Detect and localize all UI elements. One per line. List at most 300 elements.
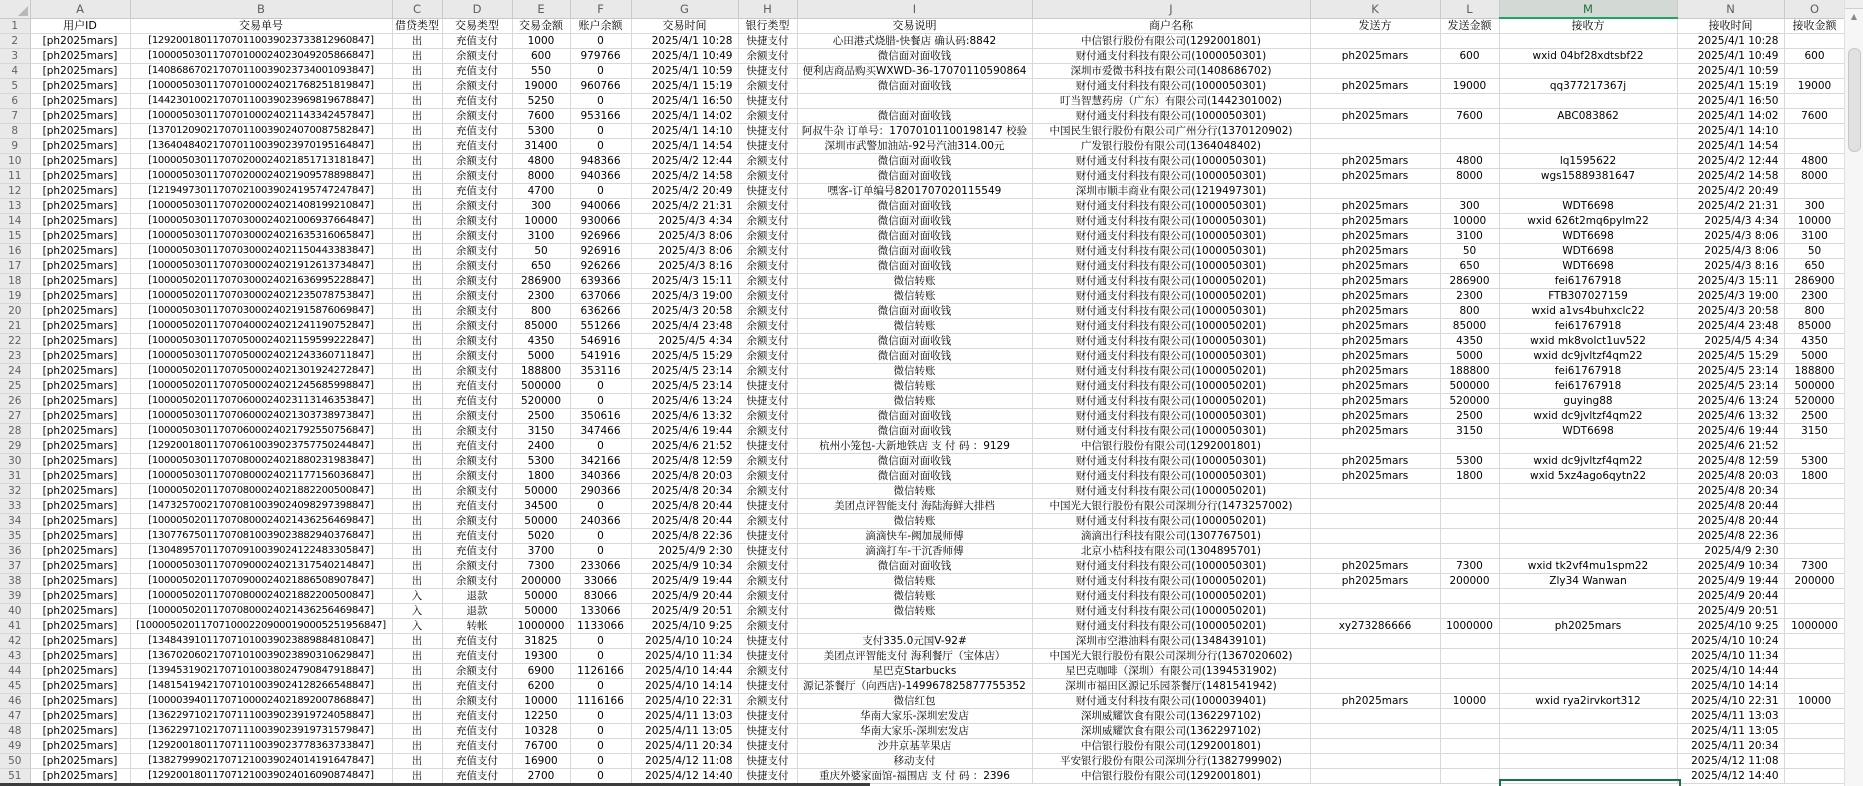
cell[interactable]: 800: [1784, 304, 1845, 319]
cell[interactable]: 余额支付: [738, 289, 797, 304]
row-header[interactable]: 13: [0, 199, 30, 214]
cell[interactable]: 滴滴打车-干沉香师傅: [797, 544, 1032, 559]
cell[interactable]: [ph2025mars]: [30, 229, 130, 244]
cell[interactable]: 快捷支付: [738, 499, 797, 514]
cell[interactable]: 微信面对面收钱: [797, 469, 1032, 484]
cell[interactable]: 19000: [1784, 79, 1845, 94]
cell[interactable]: 2025/4/10 10:24: [1677, 634, 1784, 649]
cell[interactable]: 2025/4/5 23:14: [1677, 364, 1784, 379]
cell[interactable]: 2500: [512, 409, 570, 424]
cell[interactable]: [1440, 64, 1499, 79]
column-header-B[interactable]: B: [130, 0, 392, 18]
scrollbar-split-handle[interactable]: [1845, 0, 1863, 9]
cell[interactable]: 余额支付: [442, 244, 512, 259]
column-header-F[interactable]: F: [570, 0, 631, 18]
cell[interactable]: 中信银行股份有限公司(1292001801): [1032, 739, 1310, 754]
cell[interactable]: 快捷支付: [738, 34, 797, 49]
cell[interactable]: 余额支付: [442, 214, 512, 229]
cell[interactable]: ph2025mars: [1310, 289, 1440, 304]
cell[interactable]: ph2025mars: [1310, 454, 1440, 469]
cell[interactable]: [ph2025mars]: [30, 529, 130, 544]
cell[interactable]: 85000: [1440, 319, 1499, 334]
cell[interactable]: 500000: [1784, 379, 1845, 394]
cell[interactable]: [1440, 679, 1499, 694]
cell[interactable]: 出: [392, 424, 442, 439]
cell[interactable]: wxid dc9jvltzf4qm22: [1499, 454, 1677, 469]
cell[interactable]: 2025/4/3 8:06: [1677, 244, 1784, 259]
cell[interactable]: 7300: [512, 559, 570, 574]
cell[interactable]: [ph2025mars]: [30, 139, 130, 154]
cell[interactable]: 财付通支付科技有限公司(1000050301): [1032, 79, 1310, 94]
cell[interactable]: 0: [570, 769, 631, 784]
row-header[interactable]: 26: [0, 394, 30, 409]
cell[interactable]: 充值支付: [442, 394, 512, 409]
cell[interactable]: 余额支付: [738, 619, 797, 634]
cell[interactable]: 深圳市爱微书科技有限公司(1408686702): [1032, 64, 1310, 79]
cell[interactable]: 微信面对面收钱: [797, 559, 1032, 574]
cell[interactable]: 余额支付: [442, 664, 512, 679]
cell[interactable]: 1000000: [512, 619, 570, 634]
cell[interactable]: 余额支付: [442, 484, 512, 499]
cell[interactable]: [1784, 544, 1845, 559]
cell[interactable]: ph2025mars: [1310, 229, 1440, 244]
cell[interactable]: xy273286666: [1310, 619, 1440, 634]
cell[interactable]: [ph2025mars]: [30, 79, 130, 94]
field-header-cell[interactable]: 发送方: [1310, 18, 1440, 34]
cell[interactable]: [1310, 664, 1440, 679]
cell[interactable]: 余额支付: [738, 154, 797, 169]
cell[interactable]: 2025/4/3 4:34: [1677, 214, 1784, 229]
row-header[interactable]: 43: [0, 649, 30, 664]
cell[interactable]: 4350: [1784, 334, 1845, 349]
cell[interactable]: 快捷支付: [738, 724, 797, 739]
cell[interactable]: 财付通支付科技有限公司(1000050201): [1032, 364, 1310, 379]
row-header[interactable]: 17: [0, 259, 30, 274]
cell[interactable]: [ph2025mars]: [30, 754, 130, 769]
cell[interactable]: [100003940117071000024021892007868847]: [130, 694, 392, 709]
cell[interactable]: 微信面对面收钱: [797, 259, 1032, 274]
cell[interactable]: 余额支付: [738, 199, 797, 214]
cell[interactable]: wxid 5xz4ago6qytn22: [1499, 469, 1677, 484]
cell[interactable]: 2025/4/1 15:19: [1677, 79, 1784, 94]
cell[interactable]: 出: [392, 64, 442, 79]
cell[interactable]: 5300: [512, 124, 570, 139]
cell[interactable]: 8000: [512, 169, 570, 184]
cell[interactable]: 2025/4/2 21:31: [1677, 199, 1784, 214]
cell[interactable]: 微信转账: [797, 514, 1032, 529]
cell[interactable]: [147325700217070810039024098297398847]: [130, 499, 392, 514]
cell[interactable]: [797, 94, 1032, 109]
cell[interactable]: 微信转账: [797, 274, 1032, 289]
cell[interactable]: 2300: [512, 289, 570, 304]
cell[interactable]: WDT6698: [1499, 199, 1677, 214]
cell[interactable]: 出: [392, 199, 442, 214]
cell[interactable]: 出: [392, 634, 442, 649]
cell[interactable]: [ph2025mars]: [30, 349, 130, 364]
cell[interactable]: 杭州小笼包-大新地铁店 支 付 码 ：9129: [797, 439, 1032, 454]
cell[interactable]: [ph2025mars]: [30, 304, 130, 319]
cell[interactable]: 叮当智慧药房（广东）有限公司(1442301002): [1032, 94, 1310, 109]
cell[interactable]: [1784, 529, 1845, 544]
cell[interactable]: 6900: [512, 664, 570, 679]
cell[interactable]: 余额支付: [442, 694, 512, 709]
cell[interactable]: [ph2025mars]: [30, 409, 130, 424]
cell[interactable]: FTB307027159: [1499, 289, 1677, 304]
cell[interactable]: [136229710217071110039023919731579847]: [130, 724, 392, 739]
cell[interactable]: 出: [392, 409, 442, 424]
cell[interactable]: 1800: [1784, 469, 1845, 484]
cell[interactable]: 2025/4/11 13:03: [631, 709, 738, 724]
cell[interactable]: 1000000: [1784, 619, 1845, 634]
cell[interactable]: 源记茶餐厅（向西店)-149967825877755352: [797, 679, 1032, 694]
cell[interactable]: 1000: [512, 34, 570, 49]
field-header-cell[interactable]: 用户ID: [30, 18, 130, 34]
cell[interactable]: 0: [570, 34, 631, 49]
cell[interactable]: 5000: [1784, 349, 1845, 364]
cell[interactable]: 余额支付: [738, 424, 797, 439]
cell[interactable]: 出: [392, 454, 442, 469]
cell[interactable]: 50000: [512, 589, 570, 604]
cell[interactable]: 出: [392, 49, 442, 64]
cell[interactable]: 出: [392, 484, 442, 499]
column-header-H[interactable]: H: [738, 0, 797, 18]
cell[interactable]: 微信面对面收钱: [797, 244, 1032, 259]
cell[interactable]: [1310, 484, 1440, 499]
cell[interactable]: 2025/4/12 14:40: [631, 769, 738, 784]
cell[interactable]: 余额支付: [738, 469, 797, 484]
cell[interactable]: 2025/4/1 16:50: [1677, 94, 1784, 109]
cell[interactable]: [1310, 514, 1440, 529]
cell[interactable]: 沙井京基苹果店: [797, 739, 1032, 754]
cell[interactable]: [ph2025mars]: [30, 649, 130, 664]
cell[interactable]: 出: [392, 259, 442, 274]
cell[interactable]: 微信面对面收钱: [797, 49, 1032, 64]
cell[interactable]: ph2025mars: [1310, 214, 1440, 229]
cell[interactable]: [ph2025mars]: [30, 769, 130, 784]
cell[interactable]: [100005030117070200024021408199210847]: [130, 199, 392, 214]
cell[interactable]: 0: [570, 94, 631, 109]
cell[interactable]: 2025/4/6 13:24: [631, 394, 738, 409]
cell[interactable]: 10000: [1784, 694, 1845, 709]
cell[interactable]: 快捷支付: [738, 529, 797, 544]
cell[interactable]: 7300: [1440, 559, 1499, 574]
cell[interactable]: 余额支付: [442, 514, 512, 529]
row-header[interactable]: 36: [0, 544, 30, 559]
row-header[interactable]: 40: [0, 604, 30, 619]
row-header[interactable]: 50: [0, 754, 30, 769]
cell[interactable]: 4700: [512, 184, 570, 199]
cell[interactable]: 财付通支付科技有限公司(1000050301): [1032, 559, 1310, 574]
column-header-O[interactable]: O: [1784, 0, 1845, 18]
cell[interactable]: 2025/4/3 15:11: [631, 274, 738, 289]
cell[interactable]: 800: [1440, 304, 1499, 319]
cell[interactable]: 200000: [1440, 574, 1499, 589]
cell[interactable]: 34500: [512, 499, 570, 514]
cell[interactable]: 0: [570, 499, 631, 514]
cell[interactable]: 中国民生银行股份有限公司广州分行(1370120902): [1032, 124, 1310, 139]
cell[interactable]: 290366: [570, 484, 631, 499]
cell[interactable]: 出: [392, 499, 442, 514]
cell[interactable]: 50000: [512, 514, 570, 529]
cell[interactable]: [1310, 124, 1440, 139]
cell[interactable]: wxid 626t2mq6pylm22: [1499, 214, 1677, 229]
cell[interactable]: 深圳市空港油料有限公司(1348439101): [1032, 634, 1310, 649]
cell[interactable]: 重庆外婆家面馆-福围店 支 付 码 ：2396: [797, 769, 1032, 784]
cell[interactable]: 0: [570, 529, 631, 544]
cell[interactable]: 微信面对面收钱: [797, 424, 1032, 439]
cell[interactable]: [1784, 184, 1845, 199]
cell[interactable]: 650: [1440, 259, 1499, 274]
cell[interactable]: 2025/4/3 20:58: [631, 304, 738, 319]
cell[interactable]: 财付通支付科技有限公司(1000050301): [1032, 214, 1310, 229]
cell[interactable]: 5300: [512, 454, 570, 469]
cell[interactable]: 余额支付: [442, 364, 512, 379]
cell[interactable]: 2025/4/2 21:31: [631, 199, 738, 214]
cell[interactable]: 16900: [512, 754, 570, 769]
cell[interactable]: 入: [392, 604, 442, 619]
cell[interactable]: [1784, 94, 1845, 109]
cell[interactable]: [1499, 634, 1677, 649]
cell[interactable]: fei61767918: [1499, 364, 1677, 379]
cell[interactable]: 7600: [1784, 109, 1845, 124]
cell[interactable]: 541916: [570, 349, 631, 364]
cell[interactable]: [1000050201170710002209000190005251956847]: [130, 619, 392, 634]
cell[interactable]: 2025/4/8 12:59: [631, 454, 738, 469]
cell[interactable]: 财付通支付科技有限公司(1000050201): [1032, 574, 1310, 589]
cell[interactable]: 充值支付: [442, 679, 512, 694]
cell[interactable]: 636266: [570, 304, 631, 319]
cell[interactable]: 财付通支付科技有限公司(1000050201): [1032, 514, 1310, 529]
cell[interactable]: 退款: [442, 589, 512, 604]
cell[interactable]: [100005020117070800024021436256469847]: [130, 604, 392, 619]
cell[interactable]: [1784, 739, 1845, 754]
cell[interactable]: ph2025mars: [1310, 244, 1440, 259]
cell[interactable]: 余额支付: [738, 589, 797, 604]
cell[interactable]: 200000: [1784, 574, 1845, 589]
cell[interactable]: 4800: [512, 154, 570, 169]
row-header[interactable]: 8: [0, 124, 30, 139]
cell[interactable]: [100005030117070200024021851713181847]: [130, 154, 392, 169]
cell[interactable]: 平安银行股份有限公司深圳分行(1382799902): [1032, 754, 1310, 769]
cell[interactable]: 出: [392, 319, 442, 334]
cell[interactable]: [1499, 64, 1677, 79]
cell[interactable]: 300: [1784, 199, 1845, 214]
cell[interactable]: 2025/4/9 20:44: [631, 589, 738, 604]
cell[interactable]: 2025/4/8 20:34: [1677, 484, 1784, 499]
cell[interactable]: WDT6698: [1499, 229, 1677, 244]
cell[interactable]: 2025/4/10 22:31: [631, 694, 738, 709]
cell[interactable]: [1310, 754, 1440, 769]
cell[interactable]: [129200180117071110039023778363733847]: [130, 739, 392, 754]
cell[interactable]: [140868670217070110039023734001093847]: [130, 64, 392, 79]
cell[interactable]: 50000: [512, 484, 570, 499]
cell[interactable]: 快捷支付: [738, 634, 797, 649]
cell[interactable]: 中信银行股份有限公司(1292001801): [1032, 769, 1310, 784]
cell[interactable]: 微信转账: [797, 364, 1032, 379]
cell[interactable]: 0: [570, 379, 631, 394]
cell[interactable]: [1784, 484, 1845, 499]
cell[interactable]: ph2025mars: [1310, 49, 1440, 64]
cell[interactable]: [ph2025mars]: [30, 484, 130, 499]
cell[interactable]: 300: [1440, 199, 1499, 214]
cell[interactable]: 余额支付: [442, 79, 512, 94]
cell[interactable]: 50: [1440, 244, 1499, 259]
cell[interactable]: 出: [392, 559, 442, 574]
cell[interactable]: 133066: [570, 604, 631, 619]
cell[interactable]: [1440, 544, 1499, 559]
cell[interactable]: 2025/4/8 20:34: [631, 484, 738, 499]
cell[interactable]: 微信面对面收钱: [797, 334, 1032, 349]
cell[interactable]: 财付通支付科技有限公司(1000050301): [1032, 199, 1310, 214]
cell[interactable]: [ph2025mars]: [30, 619, 130, 634]
cell[interactable]: 551266: [570, 319, 631, 334]
row-header[interactable]: 11: [0, 169, 30, 184]
row-header[interactable]: 19: [0, 289, 30, 304]
cell[interactable]: [1784, 124, 1845, 139]
cell[interactable]: [ph2025mars]: [30, 64, 130, 79]
cell[interactable]: 637066: [570, 289, 631, 304]
cell[interactable]: ph2025mars: [1310, 349, 1440, 364]
cell[interactable]: [ph2025mars]: [30, 589, 130, 604]
cell[interactable]: 2025/4/8 20:44: [1677, 499, 1784, 514]
cell[interactable]: 5250: [512, 94, 570, 109]
cell[interactable]: ph2025mars: [1310, 199, 1440, 214]
cell[interactable]: 深圳威耀饮食有限公司(1362297102): [1032, 709, 1310, 724]
cell[interactable]: 余额支付: [738, 229, 797, 244]
cell[interactable]: 阿叔牛杂 订单号：17070101100198147 校验: [797, 124, 1032, 139]
cell[interactable]: 余额支付: [738, 259, 797, 274]
cell[interactable]: 930066: [570, 214, 631, 229]
cell[interactable]: 353116: [570, 364, 631, 379]
cell[interactable]: [100005020117070800024021882200500847]: [130, 484, 392, 499]
cell[interactable]: 快捷支付: [738, 184, 797, 199]
field-header-cell[interactable]: 账户余额: [570, 18, 631, 34]
cell[interactable]: [1440, 94, 1499, 109]
row-header[interactable]: 25: [0, 379, 30, 394]
cell[interactable]: 余额支付: [738, 484, 797, 499]
cell[interactable]: [1310, 439, 1440, 454]
row-header[interactable]: 41: [0, 619, 30, 634]
scroll-up-arrow-icon[interactable]: ▲: [1850, 12, 1858, 21]
cell[interactable]: [136404840217070110039023970195164847]: [130, 139, 392, 154]
cell[interactable]: [1499, 529, 1677, 544]
cell[interactable]: 快捷支付: [738, 124, 797, 139]
cell[interactable]: 2025/4/1 14:02: [631, 109, 738, 124]
cell[interactable]: 充值支付: [442, 64, 512, 79]
cell[interactable]: 充值支付: [442, 499, 512, 514]
cell[interactable]: 2025/4/11 20:34: [1677, 739, 1784, 754]
cell[interactable]: 4350: [1440, 334, 1499, 349]
cell[interactable]: 深圳市武警加油站-92号汽油314.00元: [797, 139, 1032, 154]
cell[interactable]: 余额支付: [738, 454, 797, 469]
cell[interactable]: 余额支付: [442, 349, 512, 364]
row-header[interactable]: 20: [0, 304, 30, 319]
cell[interactable]: 美团点评智能支付 海利餐厅（宝体店）: [797, 649, 1032, 664]
cell[interactable]: 2025/4/5 23:14: [631, 379, 738, 394]
row-header[interactable]: 6: [0, 94, 30, 109]
cell[interactable]: 2025/4/10 22:31: [1677, 694, 1784, 709]
cell[interactable]: 1126166: [570, 664, 631, 679]
cell[interactable]: 2025/4/1 10:59: [631, 64, 738, 79]
row-header[interactable]: 15: [0, 229, 30, 244]
cell[interactable]: [1499, 439, 1677, 454]
field-header-cell[interactable]: 交易类型: [442, 18, 512, 34]
cell[interactable]: 快捷支付: [738, 379, 797, 394]
cell[interactable]: ABC083862: [1499, 109, 1677, 124]
cell[interactable]: 快捷支付: [738, 94, 797, 109]
cell[interactable]: 余额支付: [738, 574, 797, 589]
cell[interactable]: [100005030117070300024021006937664847]: [130, 214, 392, 229]
cell[interactable]: 微信红包: [797, 694, 1032, 709]
cell[interactable]: ph2025mars: [1310, 154, 1440, 169]
cell[interactable]: 10328: [512, 724, 570, 739]
cell[interactable]: 余额支付: [738, 304, 797, 319]
cell[interactable]: [1310, 724, 1440, 739]
cell[interactable]: 余额支付: [442, 169, 512, 184]
cell[interactable]: [ph2025mars]: [30, 334, 130, 349]
cell[interactable]: 充值支付: [442, 529, 512, 544]
cell[interactable]: 10000: [512, 694, 570, 709]
cell[interactable]: 7600: [1440, 109, 1499, 124]
cell[interactable]: 快捷支付: [738, 709, 797, 724]
cell[interactable]: [1310, 64, 1440, 79]
cell[interactable]: [ph2025mars]: [30, 154, 130, 169]
row-header[interactable]: 28: [0, 424, 30, 439]
cell[interactable]: 926966: [570, 229, 631, 244]
cell[interactable]: [1440, 439, 1499, 454]
cell[interactable]: 2025/4/6 19:44: [631, 424, 738, 439]
cell[interactable]: 2025/4/5 23:14: [1677, 379, 1784, 394]
cell[interactable]: 0: [570, 649, 631, 664]
vertical-scrollbar[interactable]: [1844, 0, 1863, 786]
cell[interactable]: [138279990217071210039024014191647847]: [130, 754, 392, 769]
row-header[interactable]: 45: [0, 679, 30, 694]
cell[interactable]: [1784, 514, 1845, 529]
cell[interactable]: [100005030117070200024021909578898847]: [130, 169, 392, 184]
cell[interactable]: 0: [570, 139, 631, 154]
cell[interactable]: 2025/4/2 14:58: [631, 169, 738, 184]
cell[interactable]: 余额支付: [738, 604, 797, 619]
cell[interactable]: 2500: [1784, 409, 1845, 424]
cell[interactable]: 286900: [512, 274, 570, 289]
cell[interactable]: 2025/4/5 4:34: [631, 334, 738, 349]
row-header[interactable]: 4: [0, 64, 30, 79]
cell[interactable]: 2025/4/5 23:14: [631, 364, 738, 379]
cell[interactable]: 2025/4/8 12:59: [1677, 454, 1784, 469]
select-all-corner[interactable]: [0, 0, 30, 18]
cell[interactable]: [1440, 184, 1499, 199]
cell[interactable]: [ph2025mars]: [30, 709, 130, 724]
cell[interactable]: 转帐: [442, 619, 512, 634]
cell[interactable]: [1440, 514, 1499, 529]
cell[interactable]: ph2025mars: [1310, 559, 1440, 574]
cell[interactable]: 2025/4/6 19:44: [1677, 424, 1784, 439]
cell[interactable]: 2025/4/9 19:44: [1677, 574, 1784, 589]
cell[interactable]: 财付通支付科技有限公司(1000050301): [1032, 259, 1310, 274]
cell[interactable]: 2025/4/8 20:03: [1677, 469, 1784, 484]
cell[interactable]: 286900: [1440, 274, 1499, 289]
cell[interactable]: fei61767918: [1499, 379, 1677, 394]
cell[interactable]: 85000: [512, 319, 570, 334]
cell[interactable]: [1440, 34, 1499, 49]
cell[interactable]: 2025/4/4 23:48: [631, 319, 738, 334]
cell[interactable]: 中信银行股份有限公司(1292001801): [1032, 439, 1310, 454]
row-header[interactable]: 10: [0, 154, 30, 169]
cell[interactable]: 快捷支付: [738, 439, 797, 454]
cell[interactable]: 出: [392, 769, 442, 784]
cell[interactable]: 深圳市福田区源记乐园茶餐厅(1481541942): [1032, 679, 1310, 694]
cell[interactable]: [100005030117070500024021243360711847]: [130, 349, 392, 364]
